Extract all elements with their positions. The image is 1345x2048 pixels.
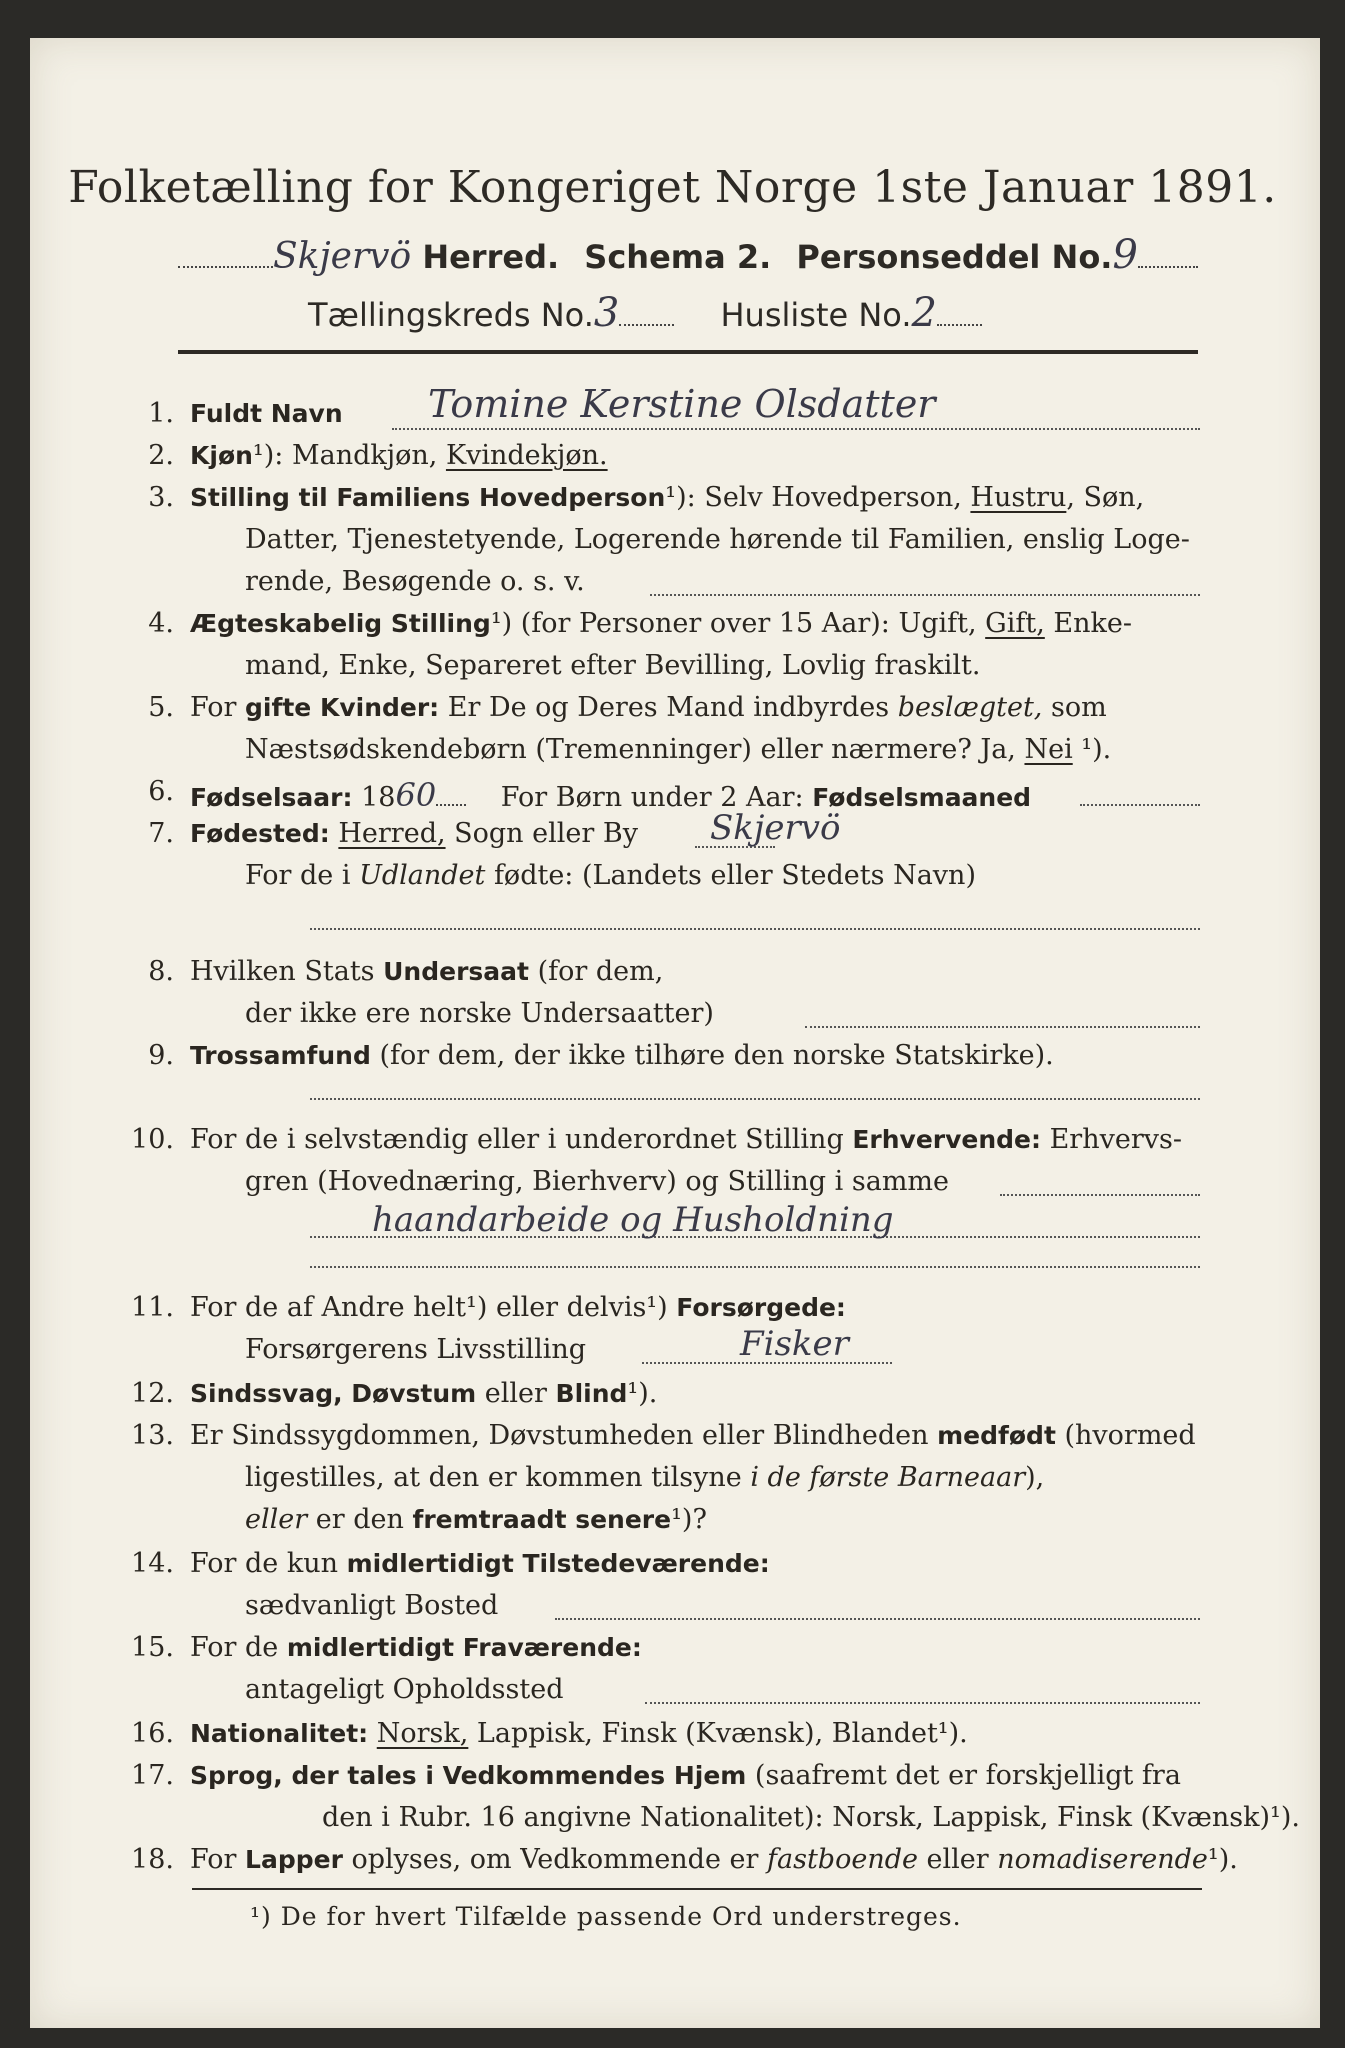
birth-year-value: 60 (395, 776, 437, 814)
husliste-label: Husliste No. (720, 296, 912, 334)
item-5-married-women (148, 692, 1210, 723)
item-11-line-2: Forsørgerens Livsstilling (245, 1334, 587, 1365)
item-8-subject (148, 956, 1210, 987)
item-11-supported (131, 1292, 1210, 1323)
item-text: Lappisk, Finsk (Kvænsk), Blandet¹). (468, 1718, 968, 1749)
item-label: Fødselsmaaned (812, 783, 1032, 812)
item-text: eller (917, 1844, 998, 1875)
item-label: Fødested: (190, 819, 330, 848)
item-16-nationality (131, 1718, 1210, 1749)
item-text: ), (1025, 1462, 1045, 1493)
item-text: som (1042, 692, 1107, 723)
item-10-occupation (131, 1124, 1210, 1155)
taellingskreds-value: 3 (593, 290, 620, 336)
item-13-congenital (131, 1420, 1210, 1451)
item-text: For de af Andre helt¹) eller delvis¹) (190, 1292, 677, 1323)
item-17-language (131, 1760, 1210, 1791)
item-5-line-2 (245, 734, 1111, 765)
item-number: 8. (148, 956, 174, 987)
item-14-temporary-present (131, 1548, 1210, 1579)
husliste-value: 2 (911, 290, 937, 336)
item-label: Undersaat (383, 957, 529, 986)
name-fill-line (392, 428, 1200, 430)
item-text: eller (476, 1378, 556, 1409)
item-note: ¹): (252, 440, 292, 471)
item-9-religion (148, 1040, 1210, 1071)
item-text-italic: nomadiserende (997, 1844, 1208, 1875)
item-text: ligestilles, at den er kommen tilsyne (245, 1462, 751, 1493)
item-4-line-2: mand, Enke, Separeret efter Bevilling, Lovlig fraskilt. (245, 650, 981, 681)
item-label: fremtraadt senere (412, 1505, 672, 1534)
option-herred: Herred, (338, 818, 446, 849)
option-mandkjon: Mandkjøn, (291, 440, 446, 471)
item-text-italic: Udlandet (359, 860, 486, 891)
item-label: midlertidigt Tilstedeværende: (346, 1549, 770, 1578)
item-number: 15. (131, 1632, 174, 1663)
item-number: 6. (148, 776, 174, 807)
item-number: 17. (131, 1760, 174, 1791)
item-3-line-3: rende, Besøgende o. s. v. (245, 566, 585, 597)
fill-line (650, 594, 1200, 596)
item-text-italic: beslægtet, (897, 692, 1043, 723)
item-text: ¹)? (671, 1504, 707, 1535)
item-text: ¹). (627, 1378, 658, 1409)
fill-line (310, 928, 1200, 930)
item-label: Fødselsaar: (190, 783, 353, 812)
item-7-line-2 (245, 860, 976, 891)
taellingskreds-label: Tællingskreds No. (308, 296, 594, 334)
item-number: 16. (131, 1718, 174, 1749)
item-text: fødte: (Landets eller Stedets Navn) (485, 860, 976, 891)
item-12-disability (131, 1378, 1210, 1409)
item-label: Lapper (245, 1845, 343, 1874)
item-18-lapps (131, 1844, 1238, 1875)
item-text-italic: eller (245, 1504, 308, 1535)
item-label: Forsørgede: (676, 1293, 846, 1322)
fill-line (310, 1266, 1200, 1268)
option-hustru: Hustru (970, 482, 1067, 513)
item-7-birthplace (148, 818, 1210, 849)
item-text: Erhvervs- (1041, 1124, 1182, 1155)
item-label: Sprog, der tales i Vedkommendes Hjem (190, 1761, 747, 1790)
header-divider (178, 350, 1198, 354)
item-text: Næstsødskendebørn (Tremenninger) eller nærmere? Ja, (245, 734, 1025, 765)
item-text: For de kun (190, 1548, 347, 1579)
personseddel-label: Personseddel No. (796, 238, 1113, 276)
item-label: Blind (555, 1379, 628, 1408)
item-14-line-2: sædvanligt Bosted (245, 1590, 499, 1621)
item-number: 3. (148, 482, 174, 513)
year-prefix: 18 (352, 782, 396, 813)
item-13-line-2 (245, 1462, 1044, 1493)
item-13-line-3 (245, 1504, 707, 1535)
personseddel-value: 9 (1112, 232, 1138, 278)
header-line-herred (178, 232, 1198, 278)
option-norsk: Norsk, (376, 1718, 469, 1749)
form-title: Folketælling for Kongeriget Norge 1ste Januar 1891. (68, 162, 1277, 213)
item-number: 2. (148, 440, 174, 471)
item-text: , Søn, (1066, 482, 1145, 513)
fill-line (1080, 804, 1200, 806)
item-label: Erhvervende: (852, 1125, 1042, 1154)
item-text: For de i (245, 860, 360, 891)
item-text: For (190, 692, 246, 723)
item-17-line-2: den i Rubr. 16 angivne Nationalitet): Norsk, Lappisk, Finsk (Kvænsk)¹). (322, 1802, 1300, 1833)
full-name-value: Tomine Kerstine Olsdatter (428, 382, 936, 426)
item-number: 1. (148, 398, 174, 429)
fill-line (1000, 1194, 1200, 1196)
item-6-birth-year (148, 776, 1210, 814)
item-10-line-2: gren (Hovednæring, Bierhverv) og Stilling i samme (245, 1166, 950, 1197)
item-text: (for dem, der ikke tilhøre den norske Statskirke). (370, 1040, 1054, 1071)
item-text-italic: fastboende (767, 1844, 918, 1875)
item-text: er den (307, 1504, 413, 1535)
item-3-line-2: Datter, Tjenestetyende, Logerende hørende til Familien, enslig Loge- (245, 524, 1190, 555)
item-number: 10. (131, 1124, 174, 1155)
herred-value: Skjervö (273, 236, 412, 277)
occupation-value: haandarbeide og Husholdning (372, 1200, 894, 1240)
footnote: ¹) De for hvert Tilfælde passende Ord understreges. (250, 1902, 962, 1931)
herred-label: Herred. (422, 238, 560, 276)
item-text: For (190, 1844, 246, 1875)
item-text: ¹). (1072, 734, 1112, 765)
birthplace-value: Skjervö (710, 808, 841, 848)
fill-line (555, 1618, 1200, 1620)
fill-line (310, 1098, 1200, 1100)
item-label: medfødt (937, 1421, 1056, 1450)
item-number: 13. (131, 1420, 174, 1451)
item-number: 11. (131, 1292, 174, 1323)
item-text: Sogn eller By (445, 818, 638, 849)
item-label: Trossamfund (190, 1041, 371, 1070)
item-15-line-2: antageligt Opholdssted (245, 1674, 564, 1705)
item-number: 4. (148, 608, 174, 639)
option-nei: Nei (1024, 734, 1073, 765)
item-number: 14. (131, 1548, 174, 1579)
item-label: Kjøn (190, 441, 253, 470)
fill-line (645, 1702, 1200, 1704)
item-number: 9. (148, 1040, 174, 1071)
item-text: (hvormed (1055, 1420, 1196, 1451)
schema-label: Schema 2. (584, 238, 772, 276)
item-text: Er De og Deres Mand indbyrdes (439, 692, 898, 723)
item-text: ¹). (1207, 1844, 1238, 1875)
item-label: midlertidigt Fraværende: (286, 1633, 642, 1662)
item-text: For de i selvstændig eller i underordnet Stilling (190, 1124, 853, 1155)
item-label: Nationalitet: (190, 1719, 369, 1748)
item-number: 5. (148, 692, 174, 723)
item-2-gender (148, 440, 1210, 471)
item-text: (for dem, (528, 956, 664, 987)
item-text: (saafremt det er forskjelligt fra (746, 1760, 1181, 1791)
item-text: For de (190, 1632, 287, 1663)
item-number: 18. (131, 1844, 174, 1875)
header-line-kreds (308, 290, 982, 336)
item-text: ¹): Selv Hovedperson, (665, 482, 971, 513)
item-4-marital-status (148, 608, 1210, 639)
item-label: gifte Kvinder: (245, 693, 440, 722)
item-15-temporary-absent (131, 1632, 1210, 1663)
item-text: Er Sindssygdommen, Døvstumheden eller Blindheden (190, 1420, 938, 1451)
item-label: Ægteskabelig Stilling (190, 609, 491, 638)
item-label: Sindssvag, Døvstum (190, 1379, 477, 1408)
item-text: ¹) (for Personer over 15 Aar): Ugift, (490, 608, 986, 639)
item-text: oplyses, om Vedkommende er (342, 1844, 767, 1875)
item-label: Fuldt Navn (190, 399, 343, 428)
fill-line (805, 1026, 1200, 1028)
item-8-line-2: der ikke ere norske Undersaatter) (245, 998, 714, 1029)
option-gift: Gift, (985, 608, 1045, 639)
item-number: 7. (148, 818, 174, 849)
item-text: Hvilken Stats (190, 956, 384, 987)
footer-divider (192, 1888, 1202, 1890)
item-3-family-position (148, 482, 1210, 513)
item-text: For Børn under 2 Aar: (492, 782, 813, 813)
item-text: Enke- (1044, 608, 1132, 639)
item-text-italic: i de første Barneaar (750, 1462, 1026, 1493)
item-label: Stilling til Familiens Hovedperson (190, 483, 666, 512)
option-kvindekjon: Kvindekjøn. (445, 440, 608, 471)
item-number: 12. (131, 1378, 174, 1409)
provider-occupation-value: Fisker (740, 1324, 849, 1364)
